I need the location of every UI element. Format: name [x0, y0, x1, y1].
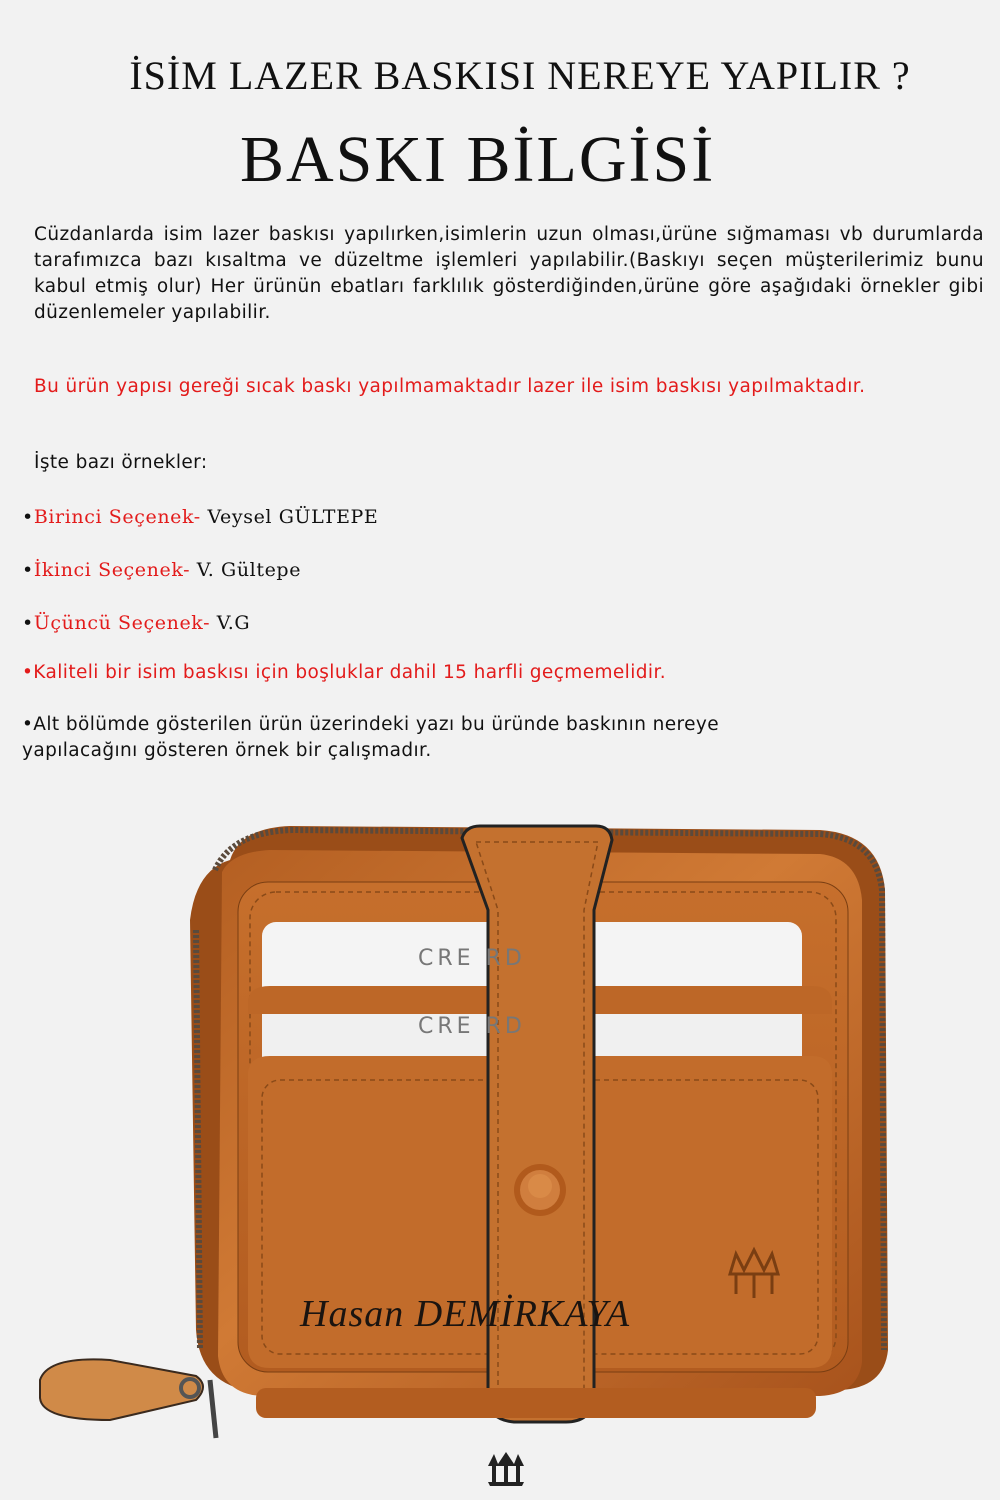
- bullet: •: [22, 559, 34, 581]
- red-notice: Bu ürün yapısı gereği sıcak baskı yapılmamaktadır lazer ile isim baskısı yapılmaktadır.: [34, 376, 866, 397]
- card-label: CRE RD: [418, 1014, 526, 1039]
- header-question: İSİM LAZER BASKISI NEREYE YAPILIR ?: [129, 53, 911, 98]
- bullet: •: [22, 506, 34, 528]
- example-info-note: •Alt bölümde gösterilen ürün üzerindeki yazı bu üründe baskının nereye yapılacağını gösteren örnek bir çalışmadır.: [22, 714, 720, 761]
- info-paragraph: Cüzdanlarda isim lazer baskısı yapılırken,isimlerin uzun olması,ürüne sığmaması vb durumlarda tarafımızca bazı kısaltma ve düzeltme işlemleri yapılabilir.(Baskıyı seçen müşterilerimiz bunu kabul etmiş olur) Her ürünün ebatları farklılık gösterdiğinden,ürüne göre aşağıdaki örnekler gibi düzenlemeler yapılabilir.: [34, 224, 984, 323]
- brand-logo-icon: [486, 1452, 526, 1492]
- examples-heading: İşte bazı örnekler:: [34, 452, 208, 473]
- option-second: [22, 559, 301, 581]
- engraved-name: Hasan DEMİRKAYA: [300, 1293, 631, 1335]
- option-first: [22, 506, 378, 528]
- card-label: CRE RD: [418, 946, 526, 971]
- option-third: [22, 612, 250, 634]
- option-label: Birinci Seçenek-: [33, 506, 201, 528]
- option-value: V.G: [210, 612, 251, 634]
- bullet: •: [22, 612, 34, 634]
- page-title: BASKI BİLGİSİ: [240, 123, 716, 196]
- limit-note: •Kaliteli bir isim baskısı için boşluklar dahil 15 harfli geçmemelidir.: [22, 662, 667, 683]
- option-value: Veysel GÜLTEPE: [200, 506, 379, 528]
- wallet-illustration: [0, 790, 1000, 1440]
- wallet-product-image: [0, 790, 1000, 1440]
- option-label: Üçüncü Seçenek-: [33, 612, 211, 634]
- option-value: V. Gültepe: [190, 559, 302, 581]
- option-label: İkinci Seçenek-: [33, 559, 191, 581]
